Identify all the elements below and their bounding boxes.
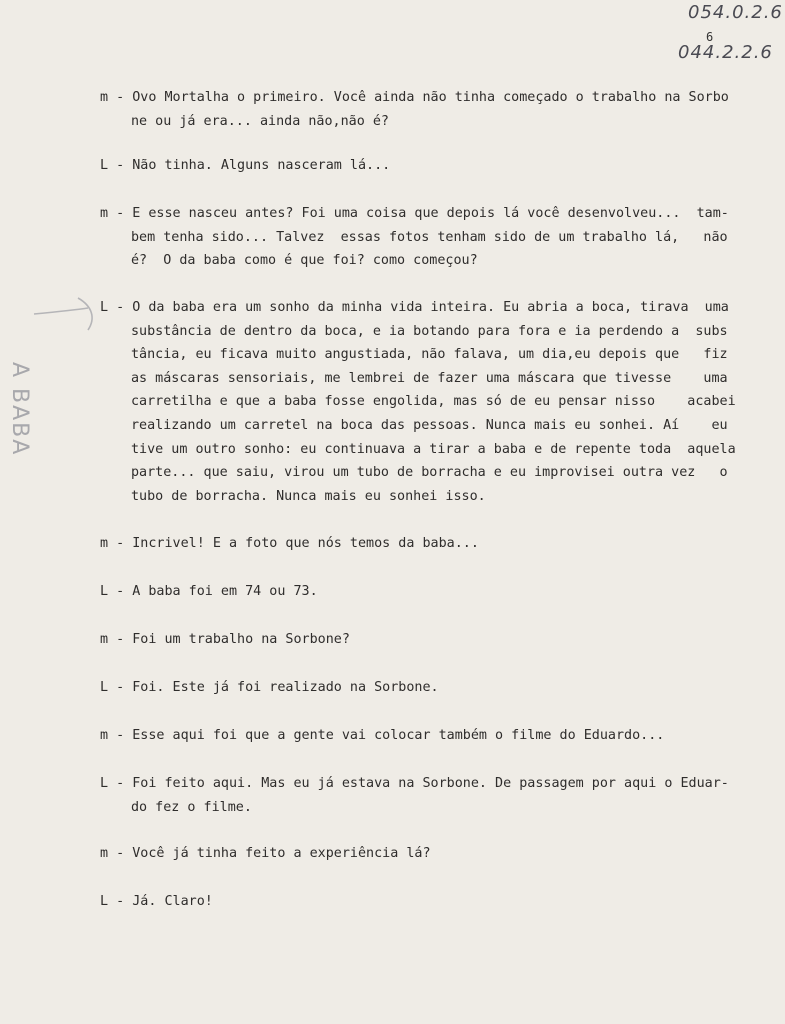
transcript-line [100, 158, 740, 182]
speaker-dash: - [108, 894, 133, 909]
transcript-line [100, 894, 740, 918]
line-text: Você já tinha feito a experiência lá? [132, 846, 431, 861]
speaker-label: L [100, 158, 109, 173]
line-text: as máscaras sensoriais, me lembrei de fazer uma máscara que tivesse uma [131, 370, 728, 386]
speaker-label: L [100, 776, 109, 791]
speaker-dash: - [108, 776, 133, 791]
transcript-entry [100, 584, 740, 608]
speaker-dash: - [108, 846, 133, 861]
line-text: Foi um trabalho na Sorbone? [132, 632, 350, 647]
transcript-line [100, 632, 740, 656]
speaker-label: m [100, 846, 109, 861]
line-text: carretilha e que a baba fosse engolida, mas só de eu pensar nisso acabei [131, 394, 736, 410]
transcript-entry [100, 90, 740, 137]
speaker-label: m [100, 90, 109, 105]
transcript-entry [100, 300, 740, 512]
line-text: tive um outro sonho: eu continuava a tirar a baba e de repente toda aquela [131, 441, 736, 457]
transcript-entry [100, 536, 740, 560]
transcript-line [100, 800, 740, 824]
speaker-label: m [100, 536, 109, 551]
transcript-entry [100, 728, 740, 752]
transcript-line [100, 206, 740, 230]
speaker-dash: - [108, 158, 133, 173]
line-text: Não tinha. Alguns nasceram lá... [132, 158, 391, 173]
line-text: realizando um carretel na boca das pessoas. Nunca mais eu sonhei. Aí eu [131, 417, 728, 433]
speaker-label: L [100, 680, 109, 695]
line-text: Incrivel! E a foto que nós temos da baba... [132, 536, 479, 551]
transcript-line [100, 489, 740, 513]
transcript-line [100, 230, 740, 254]
speaker-label: L [100, 300, 109, 315]
transcript-line [100, 371, 740, 395]
transcript-line [100, 846, 740, 870]
transcript-entry [100, 632, 740, 656]
transcript-entry [100, 846, 740, 870]
transcript-line [100, 728, 740, 752]
line-text: Esse aqui foi que a gente vai colocar também o filme do Eduardo... [132, 728, 665, 743]
speaker-dash: - [108, 680, 133, 695]
line-text: do fez o filme. [131, 799, 252, 815]
line-text: tância, eu ficava muito angustiada, não falava, um dia,eu depois que fiz [131, 347, 728, 363]
transcript-entry [100, 206, 740, 277]
speaker-dash: - [108, 206, 133, 221]
transcript-entry [100, 158, 740, 182]
transcript-line [100, 680, 740, 704]
transcript-entry [100, 776, 740, 823]
transcript-line [100, 584, 740, 608]
speaker-label: m [100, 728, 109, 743]
line-text: parte... que saiu, virou um tubo de borracha e eu improvisei outra vez o [131, 465, 728, 481]
transcript-line [100, 442, 740, 466]
transcript-line [100, 90, 740, 114]
transcript-line [100, 418, 740, 442]
line-text: A baba foi em 74 ou 73. [132, 584, 318, 599]
transcript-line [100, 347, 740, 371]
line-text: E esse nasceu antes? Foi uma coisa que depois lá você desenvolveu... tam- [132, 206, 729, 221]
transcript-line [100, 776, 740, 800]
transcript-entry [100, 680, 740, 704]
speaker-dash: - [108, 584, 133, 599]
speaker-dash: - [108, 536, 133, 551]
line-text: Foi feito aqui. Mas eu já estava na Sorbone. De passagem por aqui o Eduar- [132, 776, 729, 791]
line-text: O da baba era um sonho da minha vida inteira. Eu abria a boca, tirava uma [132, 300, 729, 315]
transcript-line [100, 465, 740, 489]
archive-reference-second: 044.2.2.6 [678, 42, 773, 63]
transcript-line [100, 324, 740, 348]
speaker-dash: - [108, 90, 133, 105]
transcript-line [100, 114, 740, 138]
line-text: ne ou já era... ainda não,não é? [131, 113, 389, 129]
speaker-label: L [100, 894, 109, 909]
transcript-line [100, 394, 740, 418]
margin-handwritten-note: A BABA [7, 362, 32, 457]
line-text: tubo de borracha. Nunca mais eu sonhei isso. [131, 488, 486, 504]
line-text: bem tenha sido... Talvez essas fotos tenham sido de um trabalho lá, não [131, 229, 728, 245]
speaker-dash: - [108, 300, 133, 315]
line-text: é? O da baba como é que foi? como começou? [131, 253, 478, 269]
speaker-label: L [100, 584, 109, 599]
margin-bracket-mark [30, 296, 100, 336]
speaker-dash: - [108, 632, 133, 647]
archive-reference-top: 054.0.2.6 [688, 2, 783, 23]
line-text: Foi. Este já foi realizado na Sorbone. [132, 680, 439, 695]
line-text: substância de dentro da boca, e ia botando para fora e ia perdendo a subs [131, 323, 728, 339]
speaker-dash: - [108, 728, 133, 743]
transcript-line [100, 253, 740, 277]
page-number: 6 [706, 30, 714, 44]
line-text: Ovo Mortalha o primeiro. Você ainda não tinha começado o trabalho na Sorbo [132, 90, 729, 105]
transcript-entry [100, 894, 740, 918]
speaker-label: m [100, 632, 109, 647]
line-text: Já. Claro! [132, 894, 213, 909]
speaker-label: m [100, 206, 109, 221]
transcript-line [100, 536, 740, 560]
transcript-line [100, 300, 740, 324]
